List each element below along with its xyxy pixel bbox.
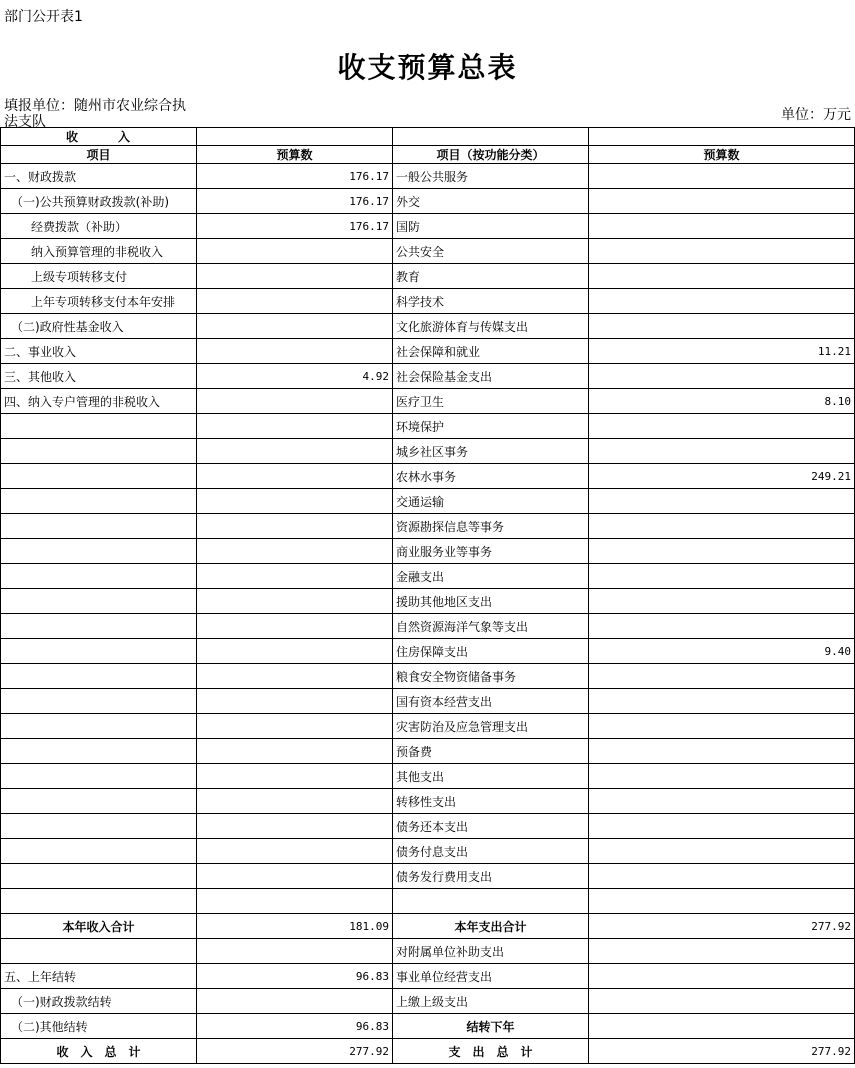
income-item-cell xyxy=(1,814,197,839)
table-row xyxy=(1,814,855,839)
table-row xyxy=(1,464,855,489)
income-item-cell xyxy=(1,789,197,814)
income-amount-cell: 176.17 xyxy=(197,164,393,189)
expense-item-cell: 援助其他地区支出 xyxy=(393,589,589,614)
expense-amount-cell: 249.21 xyxy=(589,464,855,489)
table-row xyxy=(1,214,855,239)
expense-item-cell: 支 出 总 计 xyxy=(393,1039,589,1064)
expense-item-cell: 公共安全 xyxy=(393,239,589,264)
expense-item-cell: 结转下年 xyxy=(393,1014,589,1039)
expense-amount-cell xyxy=(589,764,855,789)
expense-item-cell: 债务还本支出 xyxy=(393,814,589,839)
expense-item-cell: 住房保障支出 xyxy=(393,639,589,664)
table-row xyxy=(1,514,855,539)
income-item-cell: 四、纳入专户管理的非税收入 xyxy=(1,389,197,414)
expense-amount-cell xyxy=(589,789,855,814)
expense-amount-cell xyxy=(589,989,855,1014)
table-row xyxy=(1,764,855,789)
income-amount-cell xyxy=(197,264,393,289)
income-amount-cell: 176.17 xyxy=(197,214,393,239)
col-header-expense-amount: 预算数 xyxy=(589,146,855,164)
expense-item-cell: 城乡社区事务 xyxy=(393,439,589,464)
table-row xyxy=(1,639,855,664)
table-number-label: 部门公开表1 xyxy=(4,9,83,25)
income-amount-cell: 277.92 xyxy=(197,1039,393,1064)
expense-amount-cell xyxy=(589,739,855,764)
expense-item-cell: 商业服务业等事务 xyxy=(393,539,589,564)
income-amount-cell xyxy=(197,739,393,764)
income-item-cell: 经费拨款（补助） xyxy=(1,214,197,239)
income-item-cell xyxy=(1,889,197,914)
income-item-cell xyxy=(1,464,197,489)
table-row xyxy=(1,439,855,464)
expense-item-cell: 交通运输 xyxy=(393,489,589,514)
income-amount-cell: 176.17 xyxy=(197,189,393,214)
expense-item-cell: 其他支出 xyxy=(393,764,589,789)
income-amount-cell xyxy=(197,789,393,814)
income-item-cell: 三、其他收入 xyxy=(1,364,197,389)
currency-unit: 单位：万元 xyxy=(781,107,851,123)
income-item-cell xyxy=(1,764,197,789)
expense-amount-cell: 8.10 xyxy=(589,389,855,414)
table-row xyxy=(1,164,855,189)
page-title: 收支预算总表 xyxy=(337,51,518,84)
income-amount-cell xyxy=(197,839,393,864)
income-item-cell: 一、财政拨款 xyxy=(1,164,197,189)
expense-amount-cell xyxy=(589,864,855,889)
income-item-cell: 收 入 总 计 xyxy=(1,1039,197,1064)
expense-item-cell: 社会保险基金支出 xyxy=(393,364,589,389)
table-row xyxy=(1,314,855,339)
income-item-cell xyxy=(1,739,197,764)
expense-amount-cell xyxy=(589,714,855,739)
expense-amount-cell xyxy=(589,514,855,539)
table-row xyxy=(1,1039,855,1064)
expense-item-cell: 农林水事务 xyxy=(393,464,589,489)
expense-amount-cell xyxy=(589,839,855,864)
expense-amount-cell xyxy=(589,489,855,514)
table-row xyxy=(1,289,855,314)
income-item-cell: 纳入预算管理的非税收入 xyxy=(1,239,197,264)
income-amount-cell xyxy=(197,314,393,339)
income-item-cell: 二、事业收入 xyxy=(1,339,197,364)
income-amount-cell xyxy=(197,489,393,514)
expense-amount-cell xyxy=(589,664,855,689)
table-row xyxy=(1,989,855,1014)
income-group-header: 收 入 xyxy=(1,128,197,146)
income-amount-cell xyxy=(197,864,393,889)
expense-item-cell: 社会保障和就业 xyxy=(393,339,589,364)
table-row xyxy=(1,264,855,289)
income-amount-cell xyxy=(197,589,393,614)
income-amount-cell xyxy=(197,439,393,464)
expense-item-cell: 上缴上级支出 xyxy=(393,989,589,1014)
table-row xyxy=(1,589,855,614)
expense-amount-cell xyxy=(589,564,855,589)
table-row xyxy=(1,364,855,389)
filing-unit: 填报单位：随州市农业综合执法支队 xyxy=(4,98,186,128)
income-amount-cell xyxy=(197,714,393,739)
income-item-cell xyxy=(1,589,197,614)
expense-item-cell xyxy=(393,889,589,914)
income-item-cell xyxy=(1,414,197,439)
income-item-cell xyxy=(1,439,197,464)
expense-amount-cell xyxy=(589,364,855,389)
income-amount-cell xyxy=(197,939,393,964)
income-amount-cell xyxy=(197,564,393,589)
table-row xyxy=(1,664,855,689)
table-row xyxy=(1,564,855,589)
income-amount-cell xyxy=(197,339,393,364)
income-amount-cell xyxy=(197,289,393,314)
income-item-cell: （二)政府性基金收入 xyxy=(1,314,197,339)
expense-amount-cell xyxy=(589,214,855,239)
income-item-cell: 五、上年结转 xyxy=(1,964,197,989)
expense-item-cell: 环境保护 xyxy=(393,414,589,439)
expense-amount-cell xyxy=(589,964,855,989)
income-item-cell xyxy=(1,714,197,739)
col-header-income-amount: 预算数 xyxy=(197,146,393,164)
income-item-cell xyxy=(1,489,197,514)
table-row xyxy=(1,889,855,914)
income-amount-cell xyxy=(197,239,393,264)
expense-amount-cell xyxy=(589,439,855,464)
expense-amount-cell xyxy=(589,264,855,289)
income-amount-cell: 181.09 xyxy=(197,914,393,939)
income-amount-cell xyxy=(197,464,393,489)
income-item-cell: （一)公共预算财政拨款(补助) xyxy=(1,189,197,214)
budget-summary-table xyxy=(0,127,855,1064)
income-amount-cell xyxy=(197,614,393,639)
table-row xyxy=(1,714,855,739)
expense-amount-cell xyxy=(589,689,855,714)
expense-amount-cell: 11.21 xyxy=(589,339,855,364)
expense-item-cell: 科学技术 xyxy=(393,289,589,314)
table-row xyxy=(1,839,855,864)
table-row xyxy=(1,389,855,414)
expense-amount-cell: 277.92 xyxy=(589,1039,855,1064)
blank-cell xyxy=(197,128,393,146)
table-row xyxy=(1,239,855,264)
income-amount-cell xyxy=(197,539,393,564)
expense-item-cell: 文化旅游体育与传媒支出 xyxy=(393,314,589,339)
table-row xyxy=(1,489,855,514)
income-amount-cell xyxy=(197,664,393,689)
col-header-expense-item: 项目（按功能分类） xyxy=(393,146,589,164)
table-row xyxy=(1,864,855,889)
expense-item-cell: 预备费 xyxy=(393,739,589,764)
income-amount-cell xyxy=(197,514,393,539)
table-row xyxy=(1,339,855,364)
income-item-cell xyxy=(1,614,197,639)
expense-item-cell: 国防 xyxy=(393,214,589,239)
table-row xyxy=(1,964,855,989)
expense-item-cell: 一般公共服务 xyxy=(393,164,589,189)
income-item-cell xyxy=(1,564,197,589)
income-amount-cell xyxy=(197,989,393,1014)
table-row xyxy=(1,739,855,764)
income-item-cell xyxy=(1,939,197,964)
income-amount-cell xyxy=(197,764,393,789)
income-item-cell xyxy=(1,689,197,714)
income-amount-cell: 96.83 xyxy=(197,964,393,989)
table-row xyxy=(1,1014,855,1039)
expense-item-cell: 医疗卫生 xyxy=(393,389,589,414)
income-amount-cell xyxy=(197,689,393,714)
expense-amount-cell: 9.40 xyxy=(589,639,855,664)
income-item-cell xyxy=(1,664,197,689)
expense-item-cell: 自然资源海洋气象等支出 xyxy=(393,614,589,639)
expense-amount-cell xyxy=(589,1014,855,1039)
expense-amount-cell xyxy=(589,189,855,214)
expense-item-cell: 国有资本经营支出 xyxy=(393,689,589,714)
table-row xyxy=(1,789,855,814)
expense-item-cell: 灾害防治及应急管理支出 xyxy=(393,714,589,739)
expense-amount-cell xyxy=(589,539,855,564)
table-row xyxy=(1,189,855,214)
income-item-cell xyxy=(1,514,197,539)
expense-amount-cell xyxy=(589,239,855,264)
expense-amount-cell: 277.92 xyxy=(589,914,855,939)
income-item-cell xyxy=(1,839,197,864)
table-row xyxy=(1,939,855,964)
expense-item-cell: 本年支出合计 xyxy=(393,914,589,939)
column-header-row xyxy=(1,146,855,164)
income-item-cell xyxy=(1,639,197,664)
expense-amount-cell xyxy=(589,614,855,639)
expense-item-cell: 事业单位经营支出 xyxy=(393,964,589,989)
income-item-cell: （二)其他结转 xyxy=(1,1014,197,1039)
table-row xyxy=(1,539,855,564)
expense-amount-cell xyxy=(589,164,855,189)
income-amount-cell xyxy=(197,414,393,439)
expense-item-cell: 金融支出 xyxy=(393,564,589,589)
table-row xyxy=(1,689,855,714)
income-amount-cell: 96.83 xyxy=(197,1014,393,1039)
expense-item-cell: 资源勘探信息等事务 xyxy=(393,514,589,539)
income-item-cell: 本年收入合计 xyxy=(1,914,197,939)
expense-amount-cell xyxy=(589,414,855,439)
expense-amount-cell xyxy=(589,289,855,314)
expense-item-cell: 转移性支出 xyxy=(393,789,589,814)
table-row xyxy=(1,414,855,439)
table-row xyxy=(1,914,855,939)
col-header-income-item: 项目 xyxy=(1,146,197,164)
table-row xyxy=(1,614,855,639)
expense-amount-cell xyxy=(589,314,855,339)
expense-amount-cell xyxy=(589,814,855,839)
expense-amount-cell xyxy=(589,939,855,964)
group-header-row xyxy=(1,128,855,146)
income-item-cell: （一)财政拨款结转 xyxy=(1,989,197,1014)
expense-item-cell: 对附属单位补助支出 xyxy=(393,939,589,964)
income-item-cell xyxy=(1,864,197,889)
income-item-cell: 上级专项转移支付 xyxy=(1,264,197,289)
blank-cell xyxy=(393,128,589,146)
income-item-cell: 上年专项转移支付本年安排 xyxy=(1,289,197,314)
expense-amount-cell xyxy=(589,589,855,614)
income-item-cell xyxy=(1,539,197,564)
income-amount-cell: 4.92 xyxy=(197,364,393,389)
income-amount-cell xyxy=(197,814,393,839)
expense-item-cell: 债务付息支出 xyxy=(393,839,589,864)
income-amount-cell xyxy=(197,889,393,914)
expense-item-cell: 教育 xyxy=(393,264,589,289)
blank-cell xyxy=(589,128,855,146)
income-amount-cell xyxy=(197,639,393,664)
expense-item-cell: 债务发行费用支出 xyxy=(393,864,589,889)
expense-item-cell: 粮食安全物资储备事务 xyxy=(393,664,589,689)
expense-item-cell: 外交 xyxy=(393,189,589,214)
expense-amount-cell xyxy=(589,889,855,914)
income-amount-cell xyxy=(197,389,393,414)
